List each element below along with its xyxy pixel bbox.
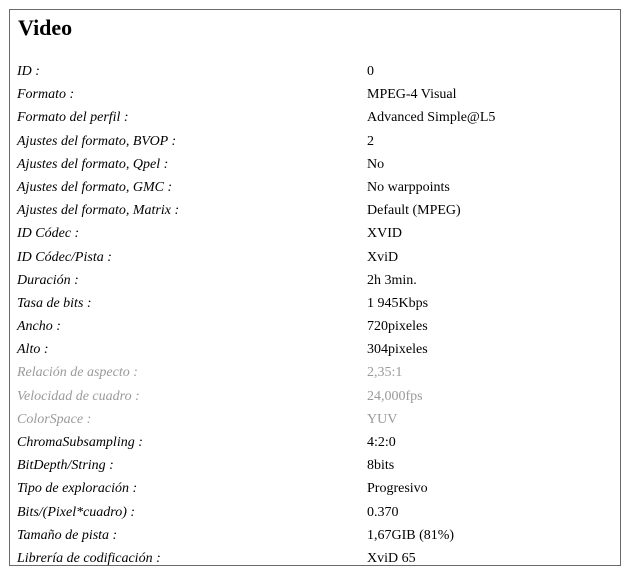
property-label: Duración :	[17, 272, 79, 288]
property-value: 1,67GIB (81%)	[367, 527, 455, 543]
property-row	[10, 410, 620, 433]
property-value: 2h 3min.	[367, 272, 417, 288]
property-row	[10, 317, 620, 340]
property-value: 24,000fps	[367, 388, 423, 404]
property-label: Velocidad de cuadro :	[17, 388, 140, 404]
property-label: BitDepth/String :	[17, 458, 114, 474]
property-value: XVID	[367, 226, 402, 242]
property-row	[10, 387, 620, 410]
property-label: Formato :	[17, 87, 75, 103]
section-title: Video	[18, 15, 73, 40]
property-row	[10, 178, 620, 201]
property-label: Ajustes del formato, Qpel :	[17, 156, 169, 172]
property-row	[10, 248, 620, 271]
property-label: ColorSpace :	[17, 411, 92, 427]
property-row	[10, 526, 620, 549]
property-value: 1 945Kbps	[367, 295, 429, 311]
property-label: Ancho :	[17, 319, 61, 335]
property-label: Relación de aspecto :	[17, 365, 138, 381]
property-row	[10, 224, 620, 247]
property-label: Tamaño de pista :	[17, 527, 118, 543]
property-label: Alto :	[17, 342, 49, 358]
property-label: ID Códec/Pista :	[17, 249, 112, 265]
property-value: 8bits	[367, 458, 395, 474]
property-label: ID :	[17, 64, 40, 79]
property-value: 720pixeles	[367, 319, 428, 335]
property-value: 304pixeles	[367, 342, 428, 358]
property-label: Bits/(Pixel*cuadro) :	[17, 504, 136, 520]
property-row	[10, 62, 620, 85]
property-label: Librería de codificación :	[17, 550, 161, 566]
property-label: ChromaSubsampling :	[17, 435, 143, 450]
property-row	[10, 271, 620, 294]
property-row	[10, 503, 620, 526]
property-value: Advanced Simple@L5	[367, 110, 496, 126]
property-value: MPEG-4 Visual	[367, 87, 457, 103]
property-value: No warppoints	[367, 179, 450, 195]
property-row	[10, 85, 620, 108]
property-row	[10, 201, 620, 224]
property-label: Formato del perfil :	[17, 110, 129, 126]
property-value: XviD	[367, 249, 399, 265]
property-label: Ajustes del formato, GMC :	[17, 179, 173, 195]
property-row	[10, 108, 620, 131]
property-value: XviD 65	[367, 550, 416, 566]
property-label: ID Códec :	[17, 226, 80, 242]
property-value: 0.370	[367, 504, 399, 520]
property-row	[10, 294, 620, 317]
property-row	[10, 456, 620, 479]
property-label: Tasa de bits :	[17, 295, 92, 311]
property-value: 4:2:0	[367, 435, 396, 450]
property-row	[10, 363, 620, 386]
property-value: Progresivo	[367, 481, 428, 497]
property-label: Ajustes del formato, Matrix :	[17, 203, 180, 219]
properties-list	[10, 62, 620, 572]
property-row	[10, 155, 620, 178]
property-value: 2	[367, 133, 374, 149]
property-label: Ajustes del formato, BVOP :	[17, 133, 177, 149]
property-value: Default (MPEG)	[367, 203, 461, 219]
property-value: No	[367, 156, 385, 172]
video-info-panel	[9, 9, 621, 566]
property-label: Tipo de exploración :	[17, 481, 138, 497]
property-row	[10, 549, 620, 572]
property-row	[10, 340, 620, 363]
property-value: 2,35:1	[367, 365, 403, 381]
property-value: 0	[367, 64, 374, 79]
property-value: YUV	[367, 411, 398, 427]
property-row	[10, 433, 620, 456]
property-row	[10, 132, 620, 155]
property-row	[10, 479, 620, 502]
